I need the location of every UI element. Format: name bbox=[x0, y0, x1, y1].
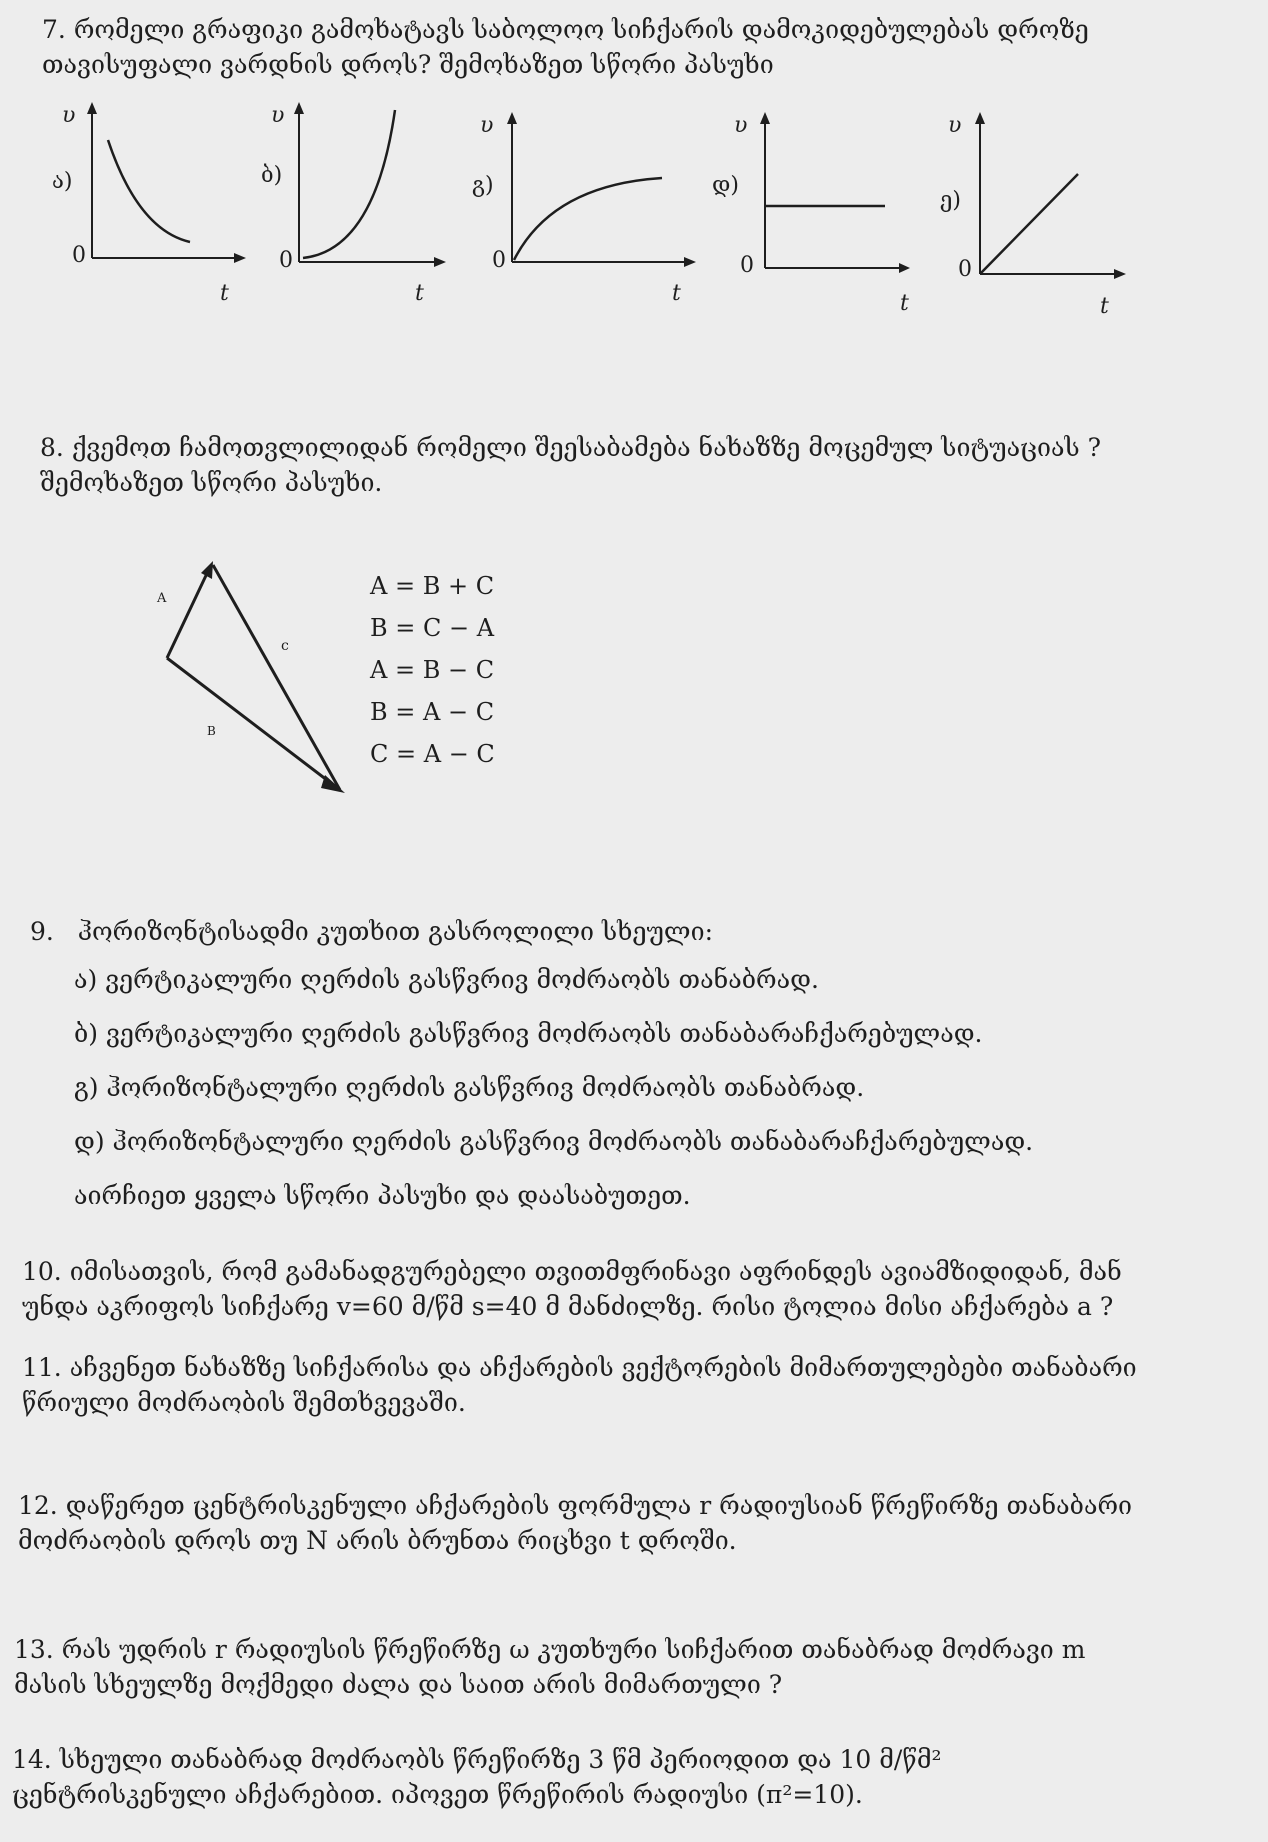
graph-a-curve bbox=[108, 140, 190, 242]
question-14 bbox=[12, 1742, 1242, 1812]
question-9-option-a[interactable]: ა) ვერტიკალური ღერძის გასწვრივ მოძრაობს თანაბრად. bbox=[74, 965, 819, 994]
question-10-text-2: უნდა აკრიფოს სიჩქარე v=60 მ/წმ s=40 მ მანძილზე. რისი ტოლია მისი აჩქარება a ? bbox=[22, 1292, 1114, 1321]
question-9-option-c[interactable]: გ) ჰორიზონტალური ღერძის გასწვრივ მოძრაობს თანაბრად. bbox=[74, 1073, 865, 1102]
graph-c-y-axis-label: υ bbox=[480, 113, 494, 138]
graph-d-label: დ) bbox=[712, 173, 739, 198]
question-8-line-1 bbox=[40, 430, 1240, 465]
question-11 bbox=[22, 1350, 1252, 1420]
question-13-line-2 bbox=[14, 1667, 1244, 1702]
vector-b bbox=[167, 658, 340, 790]
graph-a-x-arrow bbox=[234, 253, 246, 263]
graph-d bbox=[710, 110, 910, 320]
question-12-line-1 bbox=[18, 1488, 1248, 1523]
graph-d-y-axis-label: υ bbox=[734, 113, 748, 138]
graph-b-y-axis-label: υ bbox=[271, 103, 285, 128]
question-10-text-1: იმისათვის, რომ გამანადგურებელი თვითმფრინავი აფრინდეს ავიამზიდიდან, მან bbox=[69, 1257, 1122, 1286]
question-10 bbox=[22, 1254, 1252, 1324]
graph-b bbox=[255, 100, 455, 310]
graph-e-x-axis-label: t bbox=[1100, 294, 1109, 319]
question-9-option-b[interactable]: ბ) ვერტიკალური ღერძის გასწვრივ მოძრაობს თანაბარაჩქარებულად. bbox=[74, 1019, 983, 1048]
graph-a-x-axis-label: t bbox=[220, 281, 229, 306]
question-8-line-2 bbox=[40, 465, 1240, 500]
vector-b-label: B bbox=[207, 724, 216, 738]
question-7-number: 7. bbox=[42, 15, 66, 44]
graph-d-x-axis-label: t bbox=[900, 291, 909, 316]
question-13-number: 13. bbox=[14, 1635, 54, 1664]
question-11-number: 11. bbox=[22, 1353, 62, 1382]
graph-c-x-axis-label: t bbox=[672, 281, 681, 306]
equation-3[interactable]: A = B − C bbox=[370, 656, 495, 684]
vector-c bbox=[213, 565, 340, 790]
question-7 bbox=[42, 12, 1242, 82]
question-9-option-d[interactable]: დ) ჰორიზონტალური ღერძის გასწვრივ მოძრაობს თანაბარაჩქარებულად. bbox=[74, 1127, 1034, 1156]
question-14-text-2: ცენტრისკენული აჩქარებით. იპოვეთ წრეწირის რადიუსი (π²=10). bbox=[12, 1780, 863, 1809]
question-7-text-2: თავისუფალი ვარდნის დროს? შემოხაზეთ სწორი პასუხი bbox=[42, 50, 774, 79]
graph-e-origin: 0 bbox=[958, 257, 972, 282]
question-14-number: 14. bbox=[12, 1745, 52, 1774]
question-14-line-2 bbox=[12, 1777, 1242, 1812]
graph-d-y-arrow bbox=[760, 112, 770, 124]
question-12-text-1: დაწერეთ ცენტრისკენული აჩქარების ფორმულა r რადიუსიან წრეწირზე თანაბარი bbox=[65, 1491, 1133, 1520]
question-8-text-1: ქვემოთ ჩამოთვლილიდან რომელი შეესაბამება ნახაზზე მოცემულ სიტუაციას ? bbox=[71, 433, 1102, 462]
question-13 bbox=[14, 1632, 1244, 1702]
question-13-text-2: მასის სხეულზე მოქმედი ძალა და საით არის მიმართული ? bbox=[14, 1670, 783, 1699]
vector-diagram bbox=[155, 555, 365, 800]
question-7-line-1 bbox=[42, 12, 1242, 47]
question-9-instruction: აირჩიეთ ყველა სწორი პასუხი და დაასაბუთეთ. bbox=[74, 1181, 691, 1210]
question-11-line-1 bbox=[22, 1350, 1252, 1385]
graph-e-label: ე) bbox=[940, 188, 961, 213]
graph-e-curve bbox=[980, 174, 1078, 274]
equation-1[interactable]: A = B + C bbox=[370, 572, 495, 600]
question-10-line-1 bbox=[22, 1254, 1252, 1289]
graph-c bbox=[472, 110, 702, 310]
graph-d-origin: 0 bbox=[740, 253, 754, 278]
question-8-text-2: შემოხაზეთ სწორი პასუხი. bbox=[40, 468, 383, 497]
graph-e-x-arrow bbox=[1114, 269, 1126, 279]
question-14-line-1 bbox=[12, 1742, 1242, 1777]
vector-c-label: c bbox=[281, 638, 289, 654]
question-12 bbox=[18, 1488, 1248, 1558]
graph-c-curve bbox=[514, 178, 662, 260]
graph-b-label: ბ) bbox=[261, 163, 283, 188]
question-13-text-1: რას უდრის r რადიუსის წრეწირზე ω კუთხური სიჩქარით თანაბრად მოძრავი m bbox=[61, 1635, 1086, 1664]
question-9-line bbox=[30, 908, 1230, 956]
question-8 bbox=[40, 430, 1240, 500]
graph-b-curve bbox=[303, 110, 395, 258]
question-11-text-2: წრიული მოძრაობის შემთხვევაში. bbox=[22, 1388, 466, 1417]
question-10-number: 10. bbox=[22, 1257, 62, 1286]
graph-c-label: გ) bbox=[472, 173, 494, 198]
graph-b-origin: 0 bbox=[279, 248, 293, 273]
question-7-text-1: რომელი გრაფიკი გამოხატავს საბოლოო სიჩქარის დამოკიდებულებას დროზე bbox=[73, 15, 1089, 44]
vector-a-label: A bbox=[157, 591, 167, 606]
graph-d-x-arrow bbox=[899, 263, 910, 273]
graph-c-x-arrow bbox=[684, 257, 696, 267]
equation-2[interactable]: B = C − A bbox=[370, 614, 495, 642]
vector-equations bbox=[370, 565, 495, 775]
graph-b-y-arrow bbox=[294, 102, 304, 114]
vector-a bbox=[167, 567, 210, 658]
equation-5[interactable]: C = A − C bbox=[370, 740, 495, 768]
graph-a-origin: 0 bbox=[72, 243, 86, 268]
graph-e bbox=[940, 110, 1140, 320]
graph-c-origin: 0 bbox=[492, 248, 506, 273]
question-8-number: 8. bbox=[40, 433, 64, 462]
graph-e-y-axis-label: υ bbox=[948, 113, 962, 138]
graph-b-x-arrow bbox=[434, 257, 446, 267]
question-11-line-2 bbox=[22, 1385, 1252, 1420]
question-9-text: ჰორიზონტისადმი კუთხით გასროლილი სხეული: bbox=[77, 917, 714, 946]
question-14-text-1: სხეული თანაბრად მოძრაობს წრეწირზე 3 წმ პერიოდით და 10 მ/წმ² bbox=[59, 1745, 942, 1774]
graph-a-label: ა) bbox=[52, 169, 73, 194]
question-11-text-1: აჩვენეთ ნახაზზე სიჩქარისა და აჩქარების ვექტორების მიმართულებები თანაბარი bbox=[69, 1353, 1137, 1382]
graph-a-y-axis-label: υ bbox=[62, 103, 76, 128]
graph-b-x-axis-label: t bbox=[415, 281, 424, 306]
question-7-line-2 bbox=[42, 47, 1242, 82]
graph-c-y-arrow bbox=[507, 112, 517, 124]
graph-a bbox=[50, 100, 250, 310]
equation-4[interactable]: B = A − C bbox=[370, 698, 495, 726]
question-13-line-1 bbox=[14, 1632, 1244, 1667]
question-9 bbox=[30, 908, 1230, 1226]
question-12-number: 12. bbox=[18, 1491, 58, 1520]
question-9-number: 9. bbox=[30, 917, 54, 946]
graph-e-y-arrow bbox=[975, 112, 985, 124]
question-12-text-2: მოძრაობის დროს თუ N არის ბრუნთა რიცხვი t დროში. bbox=[18, 1526, 737, 1555]
question-12-line-2 bbox=[18, 1523, 1248, 1558]
question-10-line-2 bbox=[22, 1289, 1252, 1324]
graph-a-y-arrow bbox=[87, 102, 97, 114]
